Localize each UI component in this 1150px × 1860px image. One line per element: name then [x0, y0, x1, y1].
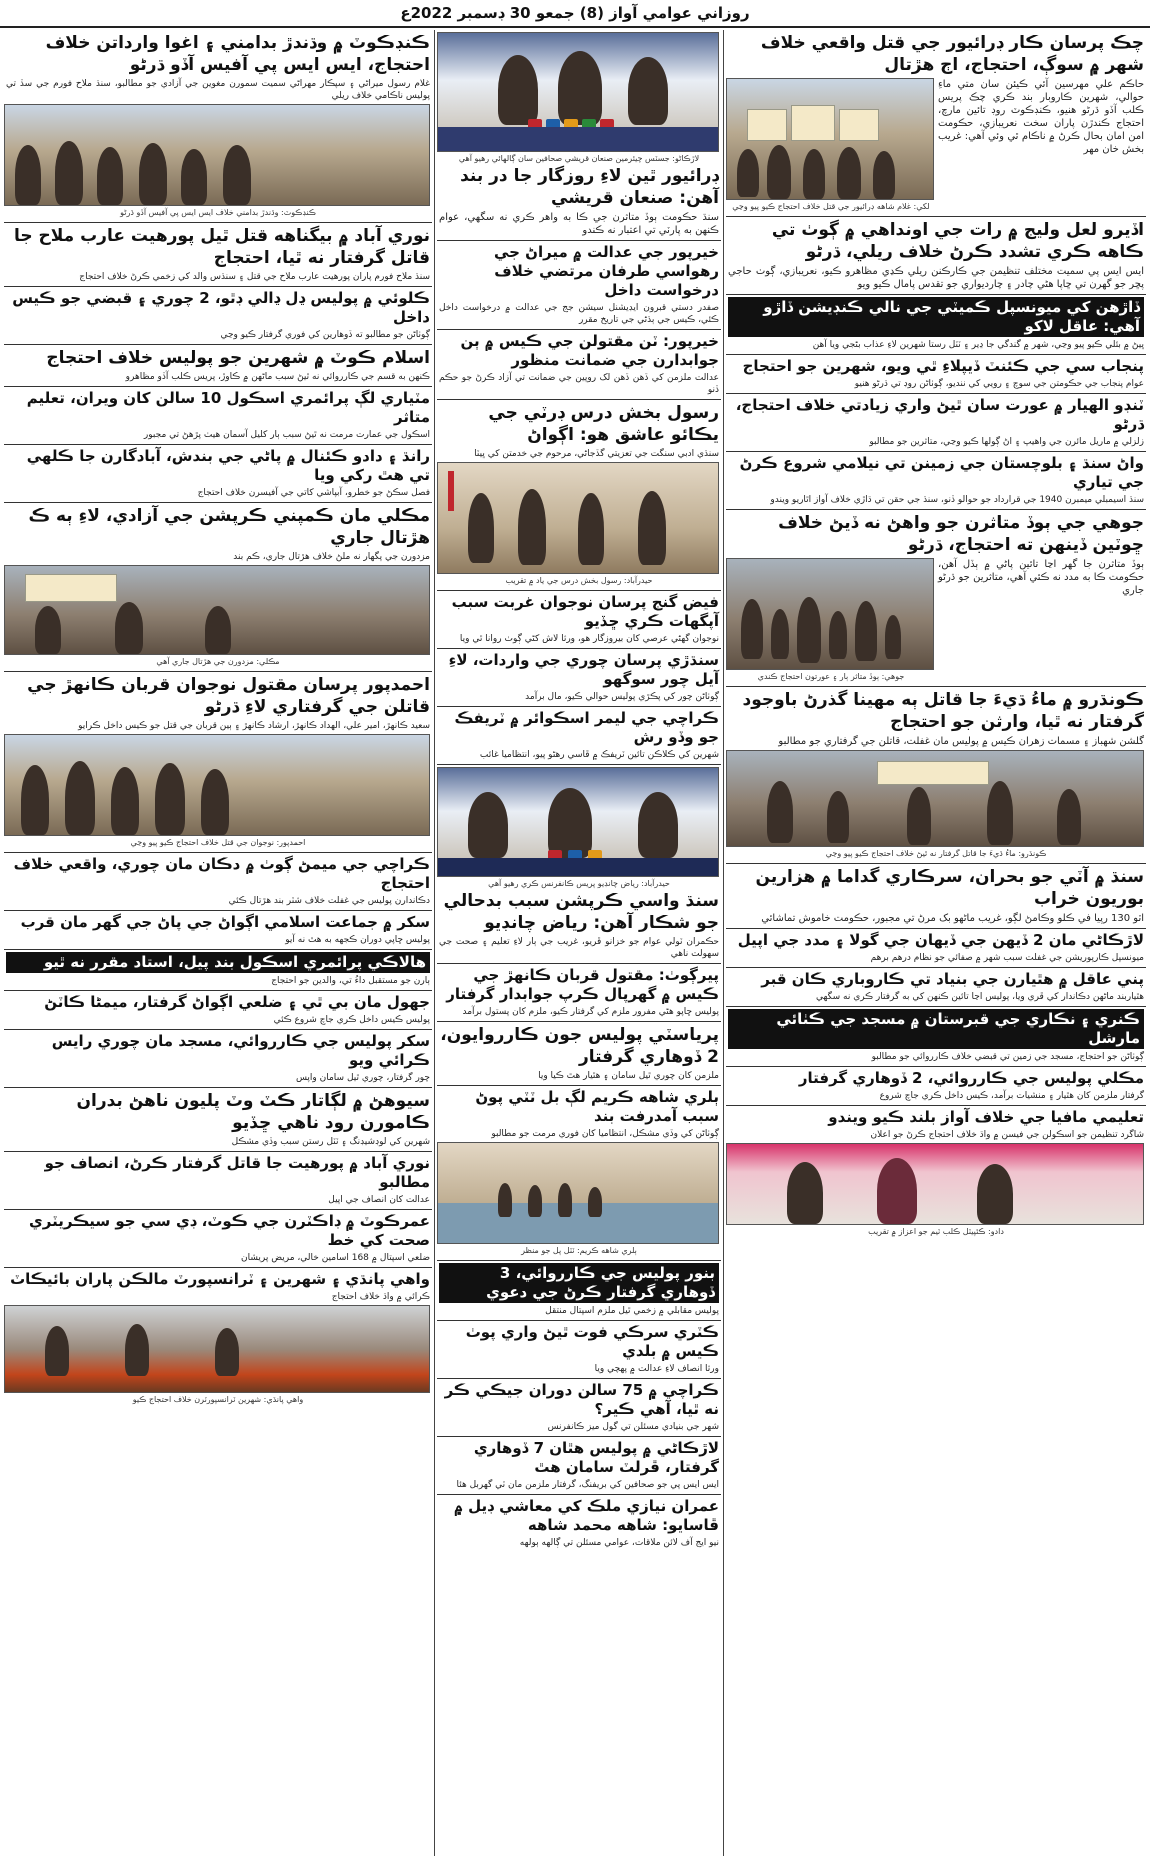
story-headline: مڪلي مان ڪمپني ڪرپشن جي آزادي، لاءِ ٻه ڪ هڙتال جاري	[28, 506, 430, 548]
story-body: سنڌي ادبي سنگت جي تعزيتي گڏجاڻي، مرحوم جي خدمتن کي ڀيٽا	[474, 449, 719, 459]
story-body: گلشن شهباز ۽ مسمات زهران ڪيس ۾ پوليس مان غفلت، قاتلن جي گرفتاري جو مطالبو	[778, 736, 1144, 747]
broken-bridge-photo	[437, 1142, 719, 1244]
news-story	[726, 1067, 1146, 1106]
news-story	[726, 1007, 1146, 1067]
story-headline: واڻ سنڌ ۽ بلوچستان جي زمينن تي نيلامي شروع ڪرڻ جي تياري	[739, 454, 1144, 491]
news-story	[4, 1210, 432, 1268]
news-story	[726, 217, 1146, 295]
story-headline: جوهي جي ٻوڏ متاثرن جو واهڻ نه ڏيڻ خلاف ڇوٽين ڏينهن ته احتجاج، ڌرڻو	[778, 513, 1144, 555]
story-headline: ڪٽري سرڪي فوت ٿيڻ واري پوٺ ڪيس ۾ بلدي	[465, 1323, 719, 1360]
story-body: شهرين کي ڪلاڪن تائين ٽريفڪ ۾ ڦاسي رهڻو پيو، انتظاميا غائب	[479, 750, 719, 760]
news-story	[726, 30, 1146, 217]
photo-caption: مڪلي: مزدورن جي هڙتال جاري آهي	[156, 657, 280, 666]
story-body: نيو ايج آف لائن ملاقات، عوامي مسئلن تي ڳالهه ٻولهه	[519, 1538, 719, 1548]
story-body: ميونسپل ڪارپوريشن جي غفلت سبب شهر ۾ صفائي جو نظام درهم برهم	[870, 953, 1144, 963]
story-headline: سکر ۾ جماعت اسلامي اڳواڻ جي پاڻ جي گهر مان قرب	[20, 913, 430, 931]
story-body: ڳوٺاڻن جو احتجاج، مسجد جي زمين تي قبضي خلاف ڪارروائي جو مطالبو	[871, 1052, 1144, 1062]
news-story	[726, 687, 1146, 864]
story-headline: خيرپور جي عدالت ۾ ميراڻ جي رهواسي طرفان مرتضي خلاف درخواست داخل	[493, 243, 719, 299]
news-story	[4, 345, 432, 387]
story-body: عدالت کان انصاف جي اپيل	[328, 1195, 430, 1205]
photo-caption: ڪونڌرو: ماءُ ڌيءَ جا قاتل گرفتار نه ٿيڻ خلاف احتجاج ڪيو پيو وڃي	[825, 849, 1047, 858]
story-body: نوجوان گهڻي عرصي کان بيروزگار هو، ورثا لاش کڻي ڳوٺ روانا ٿي ويا	[459, 634, 719, 644]
story-body: عوام پنجاب جي حڪومتن جي سوچ ۽ رويي کي ننديو، ڳوٺاڻن روڊ تي ڌرڻو هنيو	[854, 379, 1144, 389]
news-story	[437, 30, 721, 241]
story-body: هٿياربند ماڻهن دڪاندار کي ڦري ويا، پوليس اڃا تائين ڪنهن کي به گرفتار ڪري نه سگهي	[816, 992, 1144, 1002]
story-headline: ٽنڊو الهيار ۾ عورت سان ٿيڻ واري زيادتي خلاف احتجاج، ڌرڻو	[735, 396, 1144, 433]
story-body: صفدر دستي قبرون ايڊيشنل سيشن جج جي عدالت ۾ درخواست داخل ڪئي، ڪيس جي ٻڌڻي جي تاريخ مقرر	[439, 303, 719, 325]
protest-photo	[726, 750, 1144, 847]
story-headline: ڪونڌرو ۾ ماءُ ڌيءَ جا قاتل ٻه مهينا گذرڻ باوجود گرفتار نه ٿيا، وارثن جو احتجاج	[742, 690, 1144, 732]
story-headline: سنڌ واسي ڪرپشن سبب بدحالي جو شڪار آهن: رياض چانڊيو	[443, 891, 719, 933]
story-body: زلزلي ۾ ماريل مائرن جي واهيپ ۽ اڻ ڳولها ڪيو وڃي، متاثرين جو مطالبو	[869, 437, 1144, 447]
story-headline: سيوهڻ ۾ لڳاتار ڪٽ وٽ پليون ناهڻ بدران ڪامورن رود ناهي ڇڏيو	[76, 1091, 430, 1133]
story-body: ڪرائي ۾ واڌ خلاف احتجاج	[331, 1292, 430, 1302]
story-headline: عمرڪوٽ ۾ ڊاڪٽرن جي ڪوٽ، ڊي سي جو سيڪريٽري صحت کي خط	[29, 1212, 430, 1249]
story-headline: خيرپور: ٽن مقتولن جي ڪيس ۾ ٻن جوابدارن جي ضمانت منظور	[460, 332, 719, 369]
story-body: چور گرفتار، چوري ٿيل سامان واپس	[295, 1073, 430, 1083]
story-headline: ڪنري ۽ نڪاري جي قبرستان ۾ مسجد جي ڪٺائي مارشل	[728, 1009, 1144, 1049]
story-headline: ڊرائيور ٿين لاءِ روزگار جا در بند آهن: صنعان قريشي	[460, 166, 719, 208]
photo-caption: لکي: غلام شاهه ڊرائيور جي قتل خلاف احتجاج ڪيو پيو وڃي	[732, 202, 930, 211]
news-story	[726, 394, 1146, 452]
ceremony-photo	[437, 462, 719, 574]
story-headline: مٽياري لڳ پرائمري اسڪول 10 سالن کان ويران، تعليم متاثر	[26, 389, 430, 426]
news-story	[437, 1495, 721, 1552]
photo-caption: ڪنڊڪوٽ: وڌندڙ بدامني خلاف ايس ايس پي آفيس آڏو ڌرڻو	[120, 208, 316, 217]
news-story	[4, 223, 432, 287]
story-body: ورثا انصاف لاءِ عدالت ۾ پهچي ويا	[594, 1364, 719, 1374]
news-story	[4, 1152, 432, 1210]
story-body: فصل سڪڻ جو خطرو، آبپاشي کاتي جي آفيسرن خلاف احتجاج	[197, 488, 430, 498]
photo-caption: ٻلري شاهه ڪريم: ٽٽل پل جو منظر	[521, 1246, 637, 1255]
story-body: ملزمن کان چوري ٿيل سامان ۽ هٿيار هٿ ڪيا ويا	[538, 1071, 719, 1081]
news-story	[726, 510, 1146, 687]
photo-caption: احمدپور: نوجوان جي قتل خلاف احتجاج ڪيو پيو وڃي	[130, 838, 306, 847]
story-headline: بنور پوليس جي ڪارروائي، 3 ڏوهاري گرفتار ڪرڻ جي دعوي	[439, 1263, 719, 1303]
news-story	[726, 355, 1146, 394]
story-body: پوليس مقابلي ۾ زخمي ٿيل ملزم اسپتال منتقل	[545, 1306, 719, 1316]
story-headline: جهول مان بي ٿي ۽ ضلعي اڳواڻ گرفتار، ميمڻا ڪاٽڻ	[44, 993, 430, 1011]
story-body: حڪمران ٽولي عوام جو خزانو ڦريو، غريب جي ٻار لاءِ تعليم ۽ صحت جي سهولت ناهي	[439, 937, 719, 959]
story-body: سنڌ ملاح فورم پاران پورهيت عارب ملاح جي قتل ۽ سنڌس والد کي زخمي ڪرڻ خلاف احتجاج	[79, 272, 430, 282]
story-body: سنڌ حڪومت ٻوڏ متاثرن جي ڪا به واهر ڪري نه سگهي، عوام ڪنهن به پارٽي تي اعتبار نه ڪندو	[439, 212, 719, 236]
story-body: ٻوڏ متاثرن جا گهر اڃا تائين پاڻي ۾ ٻڏل آهن، حڪومت ڪا به مدد نه ڪئي آهي، متاثرين جو ڌرڻو جاري	[938, 559, 1144, 596]
column-rule	[434, 30, 435, 1856]
press-conference-photo	[437, 32, 719, 152]
photo-caption: دادو: ڪئپيٽل ڪلب ٽيم جو اعزاز ۾ تقريب	[868, 1227, 1004, 1236]
story-body: اسڪول جي عمارت مرمت نه ٿيڻ سبب ٻار کليل آسمان هيٺ پڙهڻ تي مجبور	[143, 430, 430, 440]
story-body: ڀيڻ ۾ بئلي ڪيو پيو وڃي، شهر ۾ گندگي جا ڍير ۽ ٽٽل رستا شهرين لاءِ عذاب بڻجي ويا آهن	[812, 340, 1144, 350]
story-body: ايس ايس پي سميت مختلف تنظيمن جي ڪارڪنن ريلي ڪڍي مظاهرو ڪيو، نعريبازي، ڳوٺ حاجي پڇر جو گهرن تي ڇاپا هڻي چادر ۽ چارديواري جو تقدس پامال ڪيو ويو	[728, 266, 1144, 290]
protest-photo	[726, 78, 934, 200]
story-headline: اڏيرو لعل وليج ۾ رات جي اونداهي ۾ ڳوٺ تي ڪاهه ڪري تشدد ڪرڻ خلاف ريلي، ڌرڻو	[771, 220, 1144, 262]
story-headline: ڪراچي ۾ 75 سالن دوران جيڪي ڪر نه ٿيا، آهي ڪير؟	[444, 1381, 719, 1418]
story-body: ايس ايس پي جو صحافين کي بريفنگ، گرفتار ملزمن مان ٽي گهربل هئا	[456, 1480, 719, 1490]
story-headline: رسول بخش درس ڊرٽي جي يڪائو عاشق هو: اڳواڻ	[488, 403, 719, 445]
story-body: ٻارن جو مستقبل داءُ تي، والدين جو احتجاج	[271, 976, 430, 986]
photo-caption: حيدرآباد: رسول بخش درس جي ياد ۾ تقريب	[505, 576, 653, 585]
news-story	[4, 30, 432, 223]
news-story	[4, 950, 432, 991]
news-story	[437, 707, 721, 765]
story-body: مزدورن جي پگهار نه ملڻ خلاف هڙتال جاري، ڪم بند	[233, 552, 430, 562]
burning-tyres-photo	[4, 1305, 430, 1393]
story-headline: عمران نيازي ملڪ کي معاشي ڊيل ۾ ڦاسايو: شاهه محمد شاهه	[454, 1497, 719, 1534]
news-story	[4, 911, 432, 950]
story-headline: ڪراچي جي ميمڻ ڳوٺ ۾ دڪان مان چوري، واقعي خلاف احتجاج	[13, 855, 430, 892]
story-body: سعيد ڪانهڙ، امير علي، الهداد ڪانهڙ، ارشاد ڪانهڙ ۽ ٻين قربان جي قتل جو ڪيس داخل ڪرايو	[78, 721, 430, 731]
photo-caption: جوهي: ٻوڏ متاثر ٻار ۽ عورتون احتجاج ڪندي	[757, 672, 905, 681]
news-story	[437, 241, 721, 330]
event-photo	[726, 1143, 1144, 1225]
news-story	[437, 591, 721, 649]
story-body: اٽو 130 رپيا في ڪلو وڪامڻ لڳو، غريب ماڻهو بک مرڻ تي مجبور، حڪومت خاموش تماشائي	[761, 913, 1144, 924]
story-headline: اسلام ڪوٽ ۾ شهرين جو پوليس خلاف احتجاج	[46, 348, 430, 368]
story-body: دڪاندارن پوليس جي غفلت خلاف شٽر بند هڙتال ڪئي	[228, 896, 430, 906]
story-body: حاڪم علي مهرسين آئي ڪيئن سان متي ماءِ حوالي، شهرين ڪاروبار بند ڪري چڪ پريس ڪلب آڏو ڌرڻو هنيو، ڪنڊڪوٽ روڊ تائين مارچ، احتجاج ڪندڙن پاران سخت نعريبازي، حڪومت امن امان بحال ڪرڻ ۾ ناڪام ٿي وئي آهي: غريب بخش خان مهر	[938, 79, 1144, 155]
news-story	[437, 1379, 721, 1437]
story-body: ڳوٺاڻن جو مطالبو ته ڏوهارين کي فوري گرفتار ڪيو وڃي	[220, 330, 430, 340]
news-story	[437, 330, 721, 400]
news-story	[437, 765, 721, 964]
story-headline: ڏاڙهن کي ميونسپل ڪميٽي جي نالي ڪنڊيشن ڏاڙو آهي: عاقل لاکو	[728, 297, 1144, 337]
column-left	[4, 30, 432, 1856]
photo-caption: واهي پانڌي: شهرين ٽرانسپورٽرن خلاف احتجاج ڪيو	[132, 1395, 304, 1404]
protest-photo	[4, 734, 430, 836]
story-headline: پرياسٽي پوليس جون ڪارروايون، 2 ڏوهاري گرفتار	[440, 1025, 719, 1067]
story-headline: فيض گنج پرسان نوجوان غربت سبب آپگهات ڪري ڇڏيو	[451, 593, 719, 630]
news-story	[4, 445, 432, 503]
story-headline: ڪراچي جي ليمر اسڪوائر ۾ ٽريفڪ جو وڏو رش	[454, 709, 719, 746]
news-story	[726, 295, 1146, 355]
story-headline: رانڌ ۽ دادو ڪئنال ۾ پاڻي جي بندش، آبادگارن جا ڪلهي تي هٿ رکي ويا	[26, 447, 430, 484]
news-story	[726, 452, 1146, 510]
story-headline: لاڙڪاڻي مان 2 ڏيهن جي ڏيهان جي گولا ۽ مدد جي اپيل	[737, 931, 1144, 949]
story-headline: چڪ پرسان ڪار ڊرائيور جي قتل واقعي خلاف شهر ۾ سوڳ، احتجاج، اڄ هڙتال	[760, 33, 1144, 75]
story-body: شاگرد تنظيمن جو اسڪولن جي فيسن ۾ واڌ خلاف احتجاج ڪرڻ جو اعلان	[870, 1130, 1144, 1140]
column-right	[726, 30, 1146, 1856]
news-story	[437, 964, 721, 1022]
story-headline: پيرڳوٺ: مقتول قربان ڪانهڙ جي ڪيس ۾ گهرپال ڪرپ جوابدار گرفتار	[446, 966, 719, 1003]
story-body: ڳوٺاڻن کي وڏي مشڪل، انتظاميا کان فوري مرمت جو مطالبو	[491, 1129, 719, 1139]
flood-victims-photo	[726, 558, 934, 670]
story-body: پوليس ڇاپي دوران ڪجهه به هٿ نه آيو	[285, 935, 430, 945]
news-story	[4, 1030, 432, 1088]
news-story	[437, 1261, 721, 1321]
story-headline: احمدپور پرسان مقتول نوجوان قربان ڪانهڙ جي قاتلن جي گرفتاري لاءِ ڌرڻو	[27, 675, 430, 717]
story-body: پوليس ڇاپو هڻي مفرور ملزم کي گرفتار ڪيو، ملزم کان پستول برآمد	[462, 1007, 719, 1017]
story-headline: واهي پانڌي ۽ شهرين ۽ ٽرانسپورٽ مالڪن پاران بائيڪاٽ	[10, 1270, 430, 1288]
column-middle	[437, 30, 721, 1856]
story-headline: تعليمي مافيا جي خلاف آواز بلند ڪيو ويندو	[828, 1108, 1144, 1126]
story-body: گرفتار ملزمن کان هٿيار ۽ منشيات برآمد، ڪيس داخل ڪري جاچ شروع	[879, 1091, 1144, 1101]
news-story	[4, 853, 432, 911]
story-body: ڳوٺاڻن چور کي پڪڙي پوليس حوالي ڪيو، مال برآمد	[525, 692, 719, 702]
story-headline: پنجاب سي جي ڪئنٽ ڏيپلاءِ ٿي ويو، شهرين جو احتجاج	[742, 357, 1144, 375]
news-story	[726, 929, 1146, 968]
news-story	[437, 649, 721, 707]
news-story	[437, 1437, 721, 1495]
story-headline: نوري آباد ۾ بيگناهه قتل ٿيل پورهيت عارب ملاح جا قاتل گرفتار نه ٿيا، احتجاج	[13, 226, 430, 268]
story-body: سنڌ اسيمبلي ميمبرن 1940 جي قرارداد جو حوالو ڏنو، سنڌ جي حقن تي ڌاڙي خلاف آواز اٿاريو ويندو	[770, 495, 1144, 505]
news-story	[4, 387, 432, 445]
news-story	[726, 1106, 1146, 1241]
story-headline: پني عاقل ۾ هٿيارن جي بنياد تي ڪاروباري ڪان قبر	[761, 970, 1144, 988]
story-headline: ڪنڊڪوٽ ۾ وڌندڙ بدامني ۽ اغوا وارداتن خلاف احتجاج، ايس ايس پي آفيس آڏو ڌرڻو	[45, 33, 430, 75]
story-headline: سنڌ ۾ آٽي جو بحران، سرڪاري گداما ۾ هزارين بوريون خراب	[755, 867, 1144, 909]
news-story	[4, 503, 432, 672]
story-headline: هالاڪي پرائمري اسڪول بند پيل، استاد مقرر نه ٿيو	[6, 952, 430, 973]
photo-caption: لاڙڪاڻو: جسٽس چيئرمين صنعان قريشي صحافين سان ڳالهائي رهيو آهي	[458, 154, 700, 163]
story-body: شهر جي بنيادي مسئلن تي گول ميز ڪانفرنس	[547, 1422, 719, 1432]
news-story	[437, 400, 721, 591]
story-body: ضلعي اسپتال ۾ 168 اسامين خالي، مريض پريشان	[240, 1253, 430, 1263]
news-story	[437, 1086, 721, 1261]
story-body: ڪنهن به قسم جي ڪارروائي نه ٿيڻ سبب ماڻهن ۾ ڪاوڙ، پريس ڪلب آڏو مظاهرو	[125, 372, 430, 382]
story-body: عدالت ملزمن کي ڏهن ڏهن لک روپين جي ضمانت تي آزاد ڪرڻ جو حڪم ڏنو	[439, 373, 719, 395]
photo-caption: حيدرآباد: رياض چانڊيو پريس ڪانفرنس ڪري رهيو آهي	[488, 879, 670, 888]
news-story	[4, 1268, 432, 1409]
story-body: غلام رسول ميراڻي ۽ سپڪار مهراڻي سميت سمورن مغوين جي آزادي جو مطالبو، سنڌ ملاح فورم جي سڏ تي پوليس ناڪامي خلاف ريلي	[6, 79, 430, 101]
strike-photo	[4, 565, 430, 655]
news-story	[726, 864, 1146, 929]
press-conference-photo	[437, 767, 719, 877]
story-body: پوليس ڪيس داخل ڪري جاچ شروع ڪئي	[273, 1015, 430, 1025]
story-headline: سنڌڙي پرسان چوري جي واردات، لاءِ آيل چور سوگهو	[448, 651, 719, 688]
story-headline: نوري آباد ۾ پورهيت جا قاتل گرفتار ڪرڻ، انصاف جو مطالبو	[44, 1154, 430, 1191]
story-headline: مڪلي پوليس جي ڪارروائي، 2 ڏوهاري گرفتار	[798, 1069, 1144, 1087]
story-body: شهرين کي لوڊشيڊنگ ۽ ٽٽل رستن سبب وڏي مشڪل	[231, 1137, 430, 1147]
news-story	[4, 1088, 432, 1152]
story-headline: لاڙڪاڻي ۾ پوليس هٿان 7 ڏوهاري گرفتار، ڦرلٽ سامان هٿ	[473, 1439, 719, 1476]
news-story	[4, 287, 432, 345]
story-headline: سکر پوليس جي ڪارروائي، مسجد مان چوري رايس ڪرائي ويو	[51, 1032, 430, 1069]
column-rule	[723, 30, 724, 1856]
news-story	[4, 991, 432, 1030]
protest-photo	[4, 104, 430, 206]
story-headline: ڪلوئي ۾ پوليس ڍل ڍالي ڊٿو، 2 چوري ۽ قبضي جو ڪيس داخل	[12, 289, 430, 326]
news-story	[726, 968, 1146, 1007]
news-story	[437, 1321, 721, 1379]
news-story	[437, 1022, 721, 1086]
page-masthead: روزاني عوامي آواز (8) جمعو 30 ڊسمبر 2022ع	[0, 0, 1150, 28]
story-headline: ٻلري شاهه ڪريم لڳ بل ٽٽي پوڻ سبب آمدرفت بند	[475, 1088, 719, 1125]
news-story	[4, 672, 432, 853]
